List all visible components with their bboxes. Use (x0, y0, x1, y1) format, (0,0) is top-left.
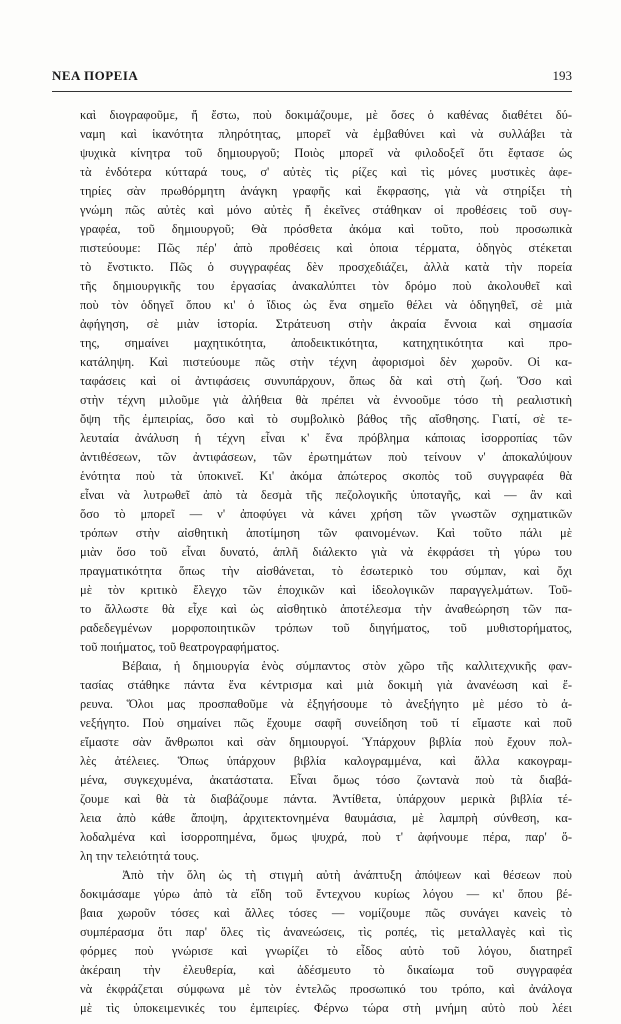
text-line: στὴν τέχνη μιλοῦμε γιὰ ἀλήθεια θὰ πρέπει νὰ ἐννοοῦμε τόσο τὴ ρεαλιστικὴ (80, 393, 572, 407)
text-line: ὅσο τὸ μπορεῖ — ν' ἀποφύγει νὰ κάνει χρήση τῶν γνωστῶν σχηματικῶν (80, 507, 572, 521)
text-line: λοδαλμένα καὶ ἰσορροπημένα, ὅμως ψυχρά, ποὺ τ' ἀφήνουμε πέρα, παρ' ὅ- (80, 830, 572, 844)
text-line: μένα, συγκεχυμένα, ἀκατάστατα. Εἶναι ὅμως τόσο ζωντανὰ ποὺ τὰ διαβά- (80, 773, 572, 787)
text-line: τηρίες σὰν πρωθόρμητη ἀνάγκη γραφῆς καὶ ἔκφρασης, γιὰ νὰ στηρίξει τὴ (80, 184, 572, 198)
text-line: το ἄλλωστε θὰ εἶχε καὶ ὡς αἰσθητικὸ ἀποτέλεσμα τὴν ἀναθεώρηση τῶν πα- (80, 602, 572, 616)
text-line: λευταία ἀνάλυση ἡ τέχνη εἶναι κ' ἕνα πρόβλημα κάποιας ἰσορροπίας τῶν (80, 431, 572, 445)
text-line: ρευνα. Ὅλοι μας προσπαθοῦμε νὰ ἐξηγήσουμε τὸ ἀνεξήγητο μὲ μέσο τὸ ἀ- (80, 697, 572, 711)
text-line: μὲ τὶς ὑποκειμενικές του ἐμπειρίες. Φέρνω τώρα στὴ μνήμη αὐτὸ ποὺ λέει (80, 1001, 572, 1015)
paragraph-end-line: τοῦ ποιήματος, τοῦ θεατρογραφήματος. (80, 640, 280, 654)
text-line: μιὰν ὅσο τοῦ εἶναι δυνατό, ἁπλῆ διάλεκτο γιὰ νὰ ἐκφράσει τὴ γύρω του (80, 545, 572, 559)
text-line: ταφάσεις καὶ οἱ ἀντιφάσεις συνυπάρχουν, ὅπως δὰ καὶ στὴ ζωή. Ὅσο καὶ (80, 374, 572, 388)
text-line: ποὺ τὸν ὁδηγεῖ ὅπου κι' ὁ ἴδιος ὡς ἕνα σημεῖο θέλει νὰ ὁδηγηθεῖ, σὲ μιὰ (80, 298, 572, 312)
text-line: δοκιμάσαμε γύρω ἀπὸ τὰ εἴδη τοῦ ἔντεχνου κυρίως λόγου — κι' ὅπου βέ- (80, 887, 572, 901)
text-line: κατάληψη. Καὶ πιστεύουμε πῶς στὴν τέχνη ἀφορισμοὶ δὲν χωροῦν. Οἱ κα- (80, 355, 572, 369)
text-line: γραφέα, τοῦ δημιουργοῦ; Θὰ πρόσθετα ἀκόμα καὶ τοῦτο, ποὺ προσωπικὰ (80, 222, 572, 236)
header-rule (52, 91, 572, 92)
text-line: πιστεύουμε: Πῶς πέρ' ἀπὸ προθέσεις καὶ ὁποια τέρματα, ὁδηγὸς στέκεται (80, 241, 572, 255)
text-line: εἴμαστε σὰν ἄνθρωποι καὶ σὰν δημιουργοί. Ὑπάρχουν βιβλία ποὺ ἔχουν πολ- (80, 735, 572, 749)
text-line: πραγματικότητα ὅπως τὴν αἰσθάνεται, τὸ ἐσωτερικὸ του σύμπαν, καὶ ὄχι (80, 564, 572, 578)
text-line: νὰ ἐκφράζεται σύμφωνα μὲ τὸν ἐντελῶς προσωπικό του τρόπο, καὶ ἀνάλογα (80, 982, 572, 996)
text-line: τὰ ἐνδότερα κύτταρά τους, σ' αὐτὲς τὶς ρίζες καὶ τὶς μόνες μυστικὲς ἀφε- (80, 165, 572, 179)
text-line: νεξήγητο. Ποὺ σημαίνει πῶς ἔχουμε σαφῆ συνείδηση τοῦ τί εἴμαστε καὶ ποῦ (80, 716, 572, 730)
text-line: λεια ἀπὸ κάθε ἄποψη, ἀρχιτεκτονημένα θαυμάσια, μὲ λαμπρὴ σύνθεση, κα- (80, 811, 572, 825)
text-line: ζουμε καὶ θὰ τὰ διαβάζουμε πάντα. Ἀντίθετα, ὑπάρχουν μερικὰ βιβλία τέ- (80, 792, 572, 806)
text-line: τῆς δημιουργικῆς του ἐργασίας ἀνακαλύπτει τὸν δρόμο ποὺ ἀκολουθεῖ καὶ (80, 279, 572, 293)
text-line: ἀκέραιη τὴν ἐλευθερία, καὶ ἀδέσμευτο τὸ δικαίωμα τοῦ συγγραφέα (80, 963, 572, 977)
text-line: φόρμες ποὺ γνώρισε καὶ γνωρίζει τὸ εἶδος αὐτὸ τοῦ λόγου, διατηρεῖ (80, 944, 572, 958)
text-line: ναμη καὶ ἱκανότητα πληρότητας, μπορεῖ νὰ ἐμβαθύνει καὶ νὰ συλλάβει τὰ (80, 127, 572, 141)
journal-title: ΝΕΑ ΠΟΡΕΙΑ (52, 68, 139, 83)
running-header (52, 68, 572, 88)
text-line: τὸ ἔνστικτο. Πῶς ὁ συγγραφέας δὲν προσχεδιάζει, ἀλλὰ κατὰ τὴν πορεία (80, 260, 572, 274)
text-line: τρόπων στὴν αἰσθητικὴ ἀποτίμηση τῶν φαινομένων. Καὶ τοῦτο πάλι μὲ (80, 526, 572, 540)
text-line: ἀντιθέσεων, τῶν ἀντιφάσεων, τῶν ἐρωτημάτων ποὺ τείνουν ν' ἀποκαλύψουν (80, 450, 572, 464)
paragraph-end-line: λη την τελειότητά τους. (80, 849, 199, 863)
page-number: 193 (552, 68, 572, 83)
text-line: γνώμη πῶς αὐτὲς καὶ μόνο αὐτὲς ἤ ἐκεῖνες στάθηκαν οἱ προθέσεις τοῦ συγ- (80, 203, 572, 217)
text-line: καὶ διογραφοῦμε, ἤ ἔστω, ποὺ δοκιμάζουμε, μὲ ὅσες ὁ καθένας διαθέτει δύ- (80, 108, 572, 122)
paragraph-start-line: Βέβαια, ἡ δημιουργία ἑνὸς σύμπαντος στὸν χῶρο τῆς καλλιτεχνικῆς φαν- (122, 659, 572, 673)
text-line: συμπέρασμα ὅτι παρ' ὅλες τὶς ἀνανεώσεις, τὶς ροπές, τὶς μεταλλαγὲς καὶ τὶς (80, 925, 572, 939)
text-line: βαια χωροῦν τόσες καὶ ἄλλες τόσες — νομίζουμε πῶς συνάγει κανεὶς τὸ (80, 906, 572, 920)
text-line: λὲς ἀτέλειες. Ὅπως ὑπάρχουν βιβλία καλογραμμένα, καὶ ἄλλα κακογραμ- (80, 754, 572, 768)
text-line: τασίας στάθηκε πάντα ἕνα κέντρισμα καὶ μιὰ δοκιμὴ γιὰ ἀνανέωση καὶ ἔ- (80, 678, 572, 692)
paragraph-start-line: Ἀπὸ τὴν ὅλη ὡς τὴ στιγμὴ αὐτὴ ἀνάπτυξη ἀπόψεων καὶ θέσεων ποὺ (122, 868, 572, 882)
text-line: ραδεδεγμένων μορφοποιητικῶν τρόπων τοῦ διηγήματος, τοῦ μυθιστορήματος, (80, 621, 572, 635)
text-line: της, σημαίνει μαχητικότητα, ἀποδεικτικότητα, κατηχητικότητα καὶ προ- (80, 336, 572, 350)
text-line: ἑνότητα ποὺ τὰ ὑποκινεῖ. Κι' ἀκόμα ἀπώτερος σκοπὸς τοῦ συγγραφέα θὰ (80, 469, 572, 483)
text-line: ὄψη τῆς ἐμπειρίας, ὅσο καὶ τὸ συμβολικὸ βάθος τῆς αἴσθησης. Γιατί, σὲ τε- (80, 412, 572, 426)
text-line: μὲ τὸν κριτικὸ ἔλεγχο τῶν ἐποχικῶν καὶ ἰδεολογικῶν παραγγελμάτων. Τοῦ- (80, 583, 572, 597)
body-text (80, 106, 572, 1018)
text-line: ἀφήγηση, σὲ μιὰν ἱστορία. Στράτευση στὴν ἀκραία ἔννοια καὶ σημασία (80, 317, 572, 331)
text-line: εἶναι νὰ λυτρωθεῖ ἀπὸ τὰ δεσμὰ τῆς πεζολογικῆς ὑποταγῆς, καὶ — ἂν καὶ (80, 488, 572, 502)
text-line: ψυχικὰ κίνητρα τοῦ δημιουργοῦ; Ποιὸς μπορεῖ νὰ φιλοδοξεῖ ὅτι ἔφτασε ὡς (80, 146, 572, 160)
